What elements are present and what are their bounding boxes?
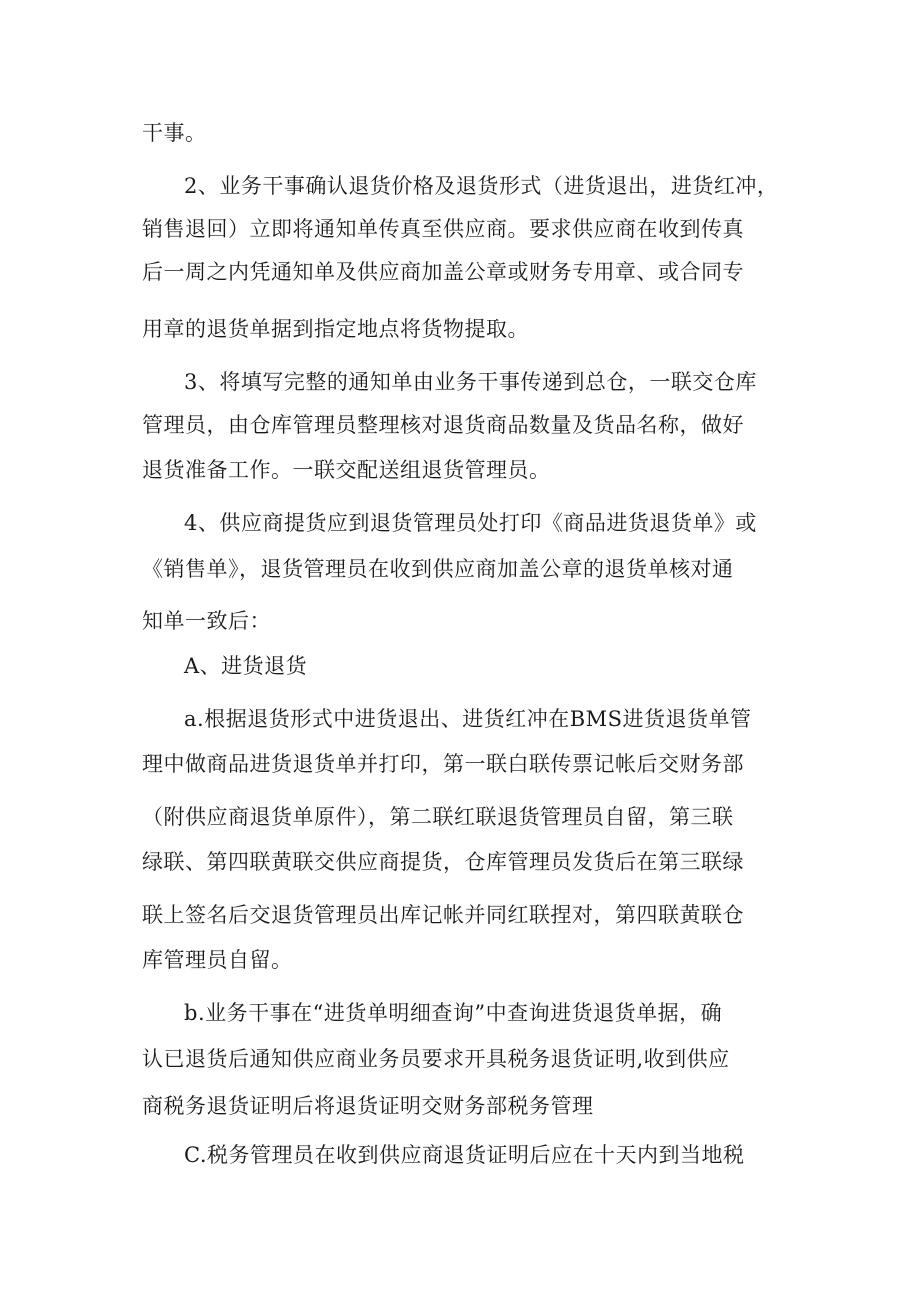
text-line: a.根据退货形式中进货退出、进货红冲在BMS进货退货单管 — [184, 707, 752, 731]
text-line: 商税务退货证明后将退货证明交财务部税务管理 — [142, 1094, 594, 1118]
text-line: 管理员，由仓库管理员整理核对退货商品数量及货品名称，做好 — [142, 413, 744, 437]
text-line: 退货准备工作。一联交配送组退货管理员。 — [142, 458, 551, 482]
text-line: 2、业务干事确认退货价格及退货形式（进货退出，进货红冲， — [184, 174, 779, 198]
text-line: 3、将填写完整的通知单由业务干事传递到总仓，一联交仓库 — [184, 370, 757, 394]
text-line: 知单一致后： — [142, 609, 271, 633]
text-line: b.业务干事在“进货单明细查询”中查询进货退货单据，确 — [184, 1001, 723, 1025]
text-line: 《销售单》，退货管理员在收到供应商加盖公章的退货单核对通 — [142, 557, 734, 581]
text-line: 库管理员自留。 — [142, 948, 293, 972]
text-line: 后一周之内凭通知单及供应商加盖公章或财务专用章、或合同专 — [142, 260, 744, 284]
text-line: 用章的退货单据到指定地点将货物提取。 — [142, 317, 529, 341]
text-line: 绿联、第四联黄联交供应商提货，仓库管理员发货后在第三联绿 — [142, 850, 744, 874]
text-line: 认已退货后通知供应商业务员要求开具税务退货证明,收到供应 — [142, 1047, 730, 1071]
text-line: 联上签名后交退货管理员出库记帐并同红联捏对，第四联黄联仓 — [142, 903, 744, 927]
text-line: A、进货退货 — [184, 654, 308, 678]
text-line: 理中做商品进货退货单并打印，第一联白联传票记帐后交财务部 — [142, 752, 744, 776]
text-line: C.税务管理员在收到供应商退货证明后应在十天内到当地税 — [184, 1143, 745, 1167]
text-line: 销售退回）立即将通知单传真至供应商。要求供应商在收到传真 — [142, 217, 744, 241]
text-line: 干事。 — [142, 121, 207, 145]
text-line: 4、供应商提货应到退货管理员处打印《商品进货退货单》或 — [184, 511, 757, 535]
text-line: （附供应商退货单原件），第二联红联退货管理员自留，第三联 — [142, 805, 734, 829]
